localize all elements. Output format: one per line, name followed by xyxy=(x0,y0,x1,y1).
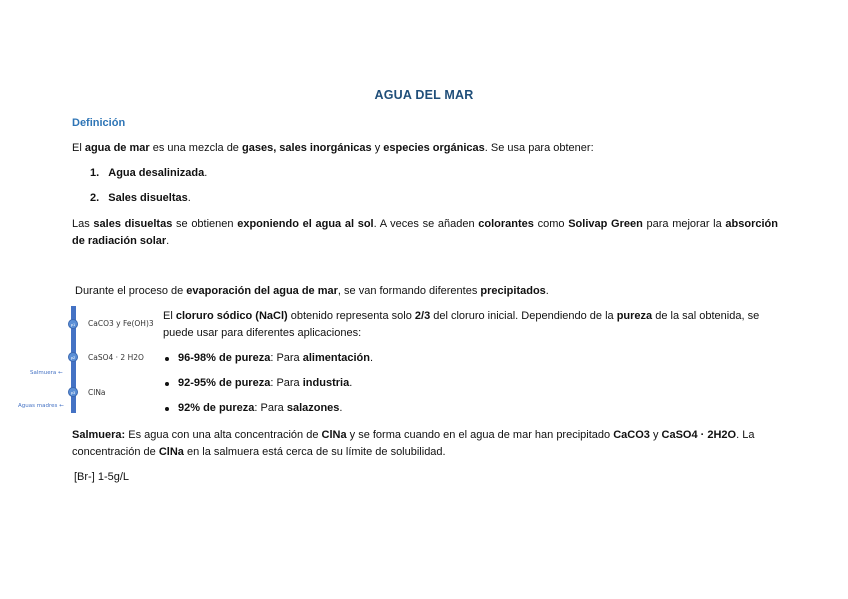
list-item: 1. Agua desalinizada. xyxy=(90,167,208,179)
salmuera-paragraph: Salmuera: Es agua con una alta concentración de ClNa y se forma cuando en el agua de mar han precipitado CaCO3 y CaSO4 · 2H2O. La concentración de ClNa en la salmuera está cerca de su límite de solubilidad. xyxy=(72,429,755,458)
arrow-left-icon: ← xyxy=(58,370,63,376)
diagram-label: ClNa xyxy=(88,388,106,397)
output-label-salmuera: Salmuera ← xyxy=(30,370,63,376)
diagram-node: p1 xyxy=(68,319,78,329)
definition-heading: Definición xyxy=(72,117,126,129)
diagram-label: CaCO3 y Fe(OH)3 xyxy=(88,319,154,328)
intro-paragraph: El agua de mar es una mezcla de gases, sales inorgánicas y especies orgánicas. Se usa para obtener: xyxy=(72,142,594,154)
nacl-paragraph: El cloruro sódico (NaCl) obtenido representa solo 2/3 del cloruro inicial. Dependiendo de la pureza de la sal obtenida, se puede usar para diferentes aplicaciones: xyxy=(163,310,760,339)
page-title: AGUA DEL MAR xyxy=(374,88,474,102)
arrow-left-icon: ← xyxy=(59,403,64,409)
list-item: 2. Sales disueltas. xyxy=(90,192,191,204)
list-item: 92% de pureza: Para salazones. xyxy=(178,402,343,414)
sales-paragraph: Las sales disueltas se obtienen exponiendo el agua al sol. A veces se añaden colorantes como Solivap Green para mejorar la absorción de radiación solar. xyxy=(72,218,778,247)
bromide-concentration: [Br-] 1-5g/L xyxy=(74,471,130,483)
diagram-node: p2 xyxy=(68,352,78,362)
list-item: 96-98% de pureza: Para alimentación. xyxy=(178,352,374,364)
output-label-aguas-madres: Aguas madres ← xyxy=(18,403,64,409)
list-item: 92-95% de pureza: Para industria. xyxy=(178,377,353,389)
diagram-label: CaSO4 · 2 H2O xyxy=(88,353,144,362)
evaporation-paragraph: Durante el proceso de evaporación del agua de mar, se van formando diferentes precipitados. xyxy=(75,285,549,297)
diagram-node: p3 xyxy=(68,387,78,397)
